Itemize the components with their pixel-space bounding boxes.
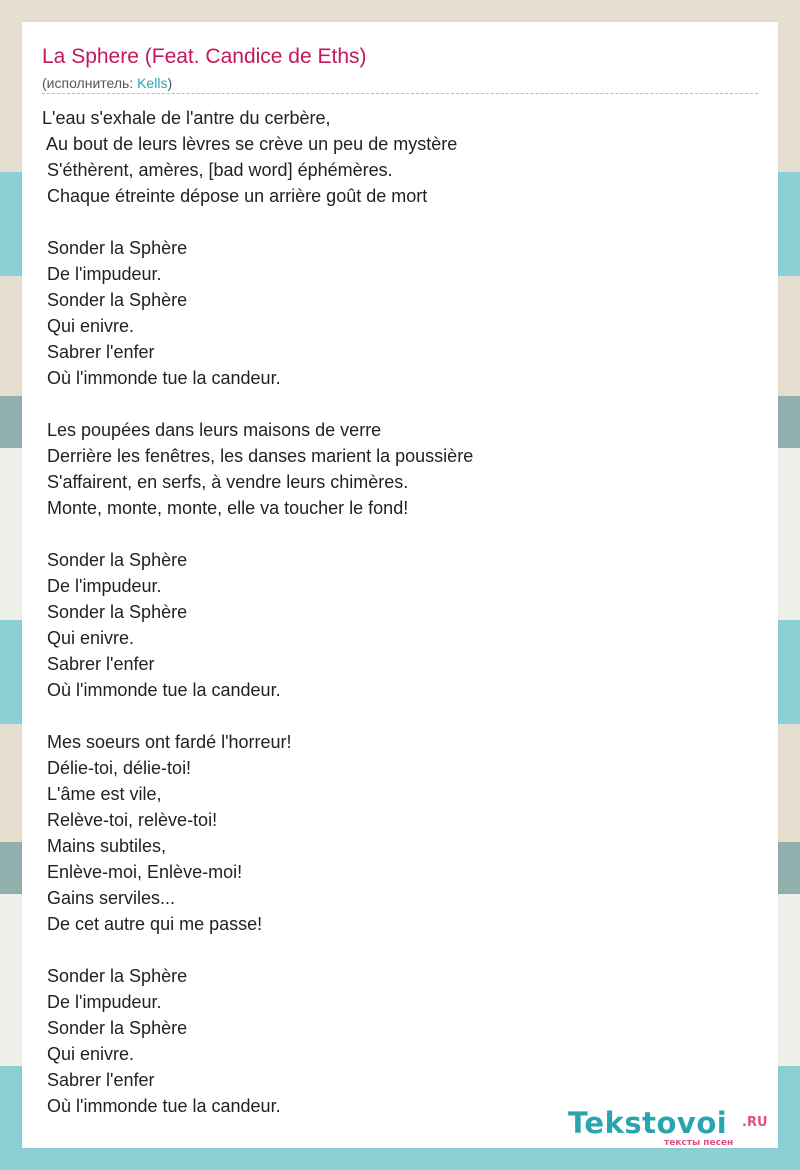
lyrics-card	[22, 22, 778, 1148]
lyrics-line: Mes soeurs ont fardé l'horreur!	[42, 732, 292, 752]
artist-suffix: )	[167, 75, 173, 91]
title-divider	[42, 93, 758, 94]
lyrics-line: De l'impudeur.	[42, 992, 162, 1012]
lyrics-line: Où l'immonde tue la candeur.	[42, 680, 281, 700]
lyrics-line: Monte, monte, monte, elle va toucher le fond!	[42, 498, 409, 518]
lyrics-line: Sonder la Sphère	[42, 1018, 188, 1038]
lyrics-line: Mains subtiles,	[42, 836, 167, 856]
lyrics-line: Sabrer l'enfer	[42, 654, 155, 674]
lyrics-line: Sonder la Sphère	[42, 550, 188, 570]
lyrics-line: Qui enivre.	[42, 628, 135, 648]
lyrics-line: Sonder la Sphère	[42, 238, 188, 258]
logo-tld: .RU	[742, 1115, 768, 1130]
lyrics-line: S'éthèrent, amères, [bad word] éphémères.	[42, 160, 393, 180]
lyrics-line: De cet autre qui me passe!	[42, 914, 263, 934]
lyrics-line: L'âme est vile,	[42, 784, 162, 804]
lyrics-line: Où l'immonde tue la candeur.	[42, 1096, 281, 1116]
lyrics-line: Sonder la Sphère	[42, 290, 188, 310]
lyrics-line: Sonder la Sphère	[42, 602, 188, 622]
lyrics-line: Sabrer l'enfer	[42, 342, 155, 362]
artist-line	[42, 74, 172, 92]
lyrics-line: Chaque étreinte dépose un arrière goût de mort	[42, 186, 428, 206]
lyrics-line: Les poupées dans leurs maisons de verre	[42, 420, 382, 440]
lyrics-line: Enlève-moi, Enlève-moi!	[42, 862, 243, 882]
lyrics-line: Qui enivre.	[42, 1044, 135, 1064]
lyrics-line: Délie-toi, délie-toi!	[42, 758, 192, 778]
logo-wordmark: Tekstovoi	[568, 1106, 728, 1140]
site-logo[interactable]	[568, 1106, 773, 1146]
lyrics-line: Qui enivre.	[42, 316, 135, 336]
lyrics-line: Sabrer l'enfer	[42, 1070, 155, 1090]
logo-tagline: тексты песен	[664, 1138, 734, 1148]
lyrics-line: Gains serviles...	[42, 888, 176, 908]
lyrics-line: Où l'immonde tue la candeur.	[42, 368, 281, 388]
artist-prefix: (исполнитель:	[42, 75, 138, 91]
lyrics-line: S'affairent, en serfs, à vendre leurs chimères.	[42, 472, 409, 492]
lyrics-line: L'eau s'exhale de l'antre du cerbère,	[42, 108, 331, 128]
song-title: La Sphere (Feat. Candice de Eths)	[42, 45, 367, 68]
lyrics-line: Relève-toi, relève-toi!	[42, 810, 218, 830]
lyrics-line: De l'impudeur.	[42, 576, 162, 596]
artist-link[interactable]: Kells	[137, 75, 168, 91]
lyrics-text	[42, 105, 473, 1119]
lyrics-line: Au bout de leurs lèvres se crève un peu de mystère	[42, 134, 458, 154]
lyrics-line: Sonder la Sphère	[42, 966, 188, 986]
lyrics-line: Derrière les fenêtres, les danses marient la poussière	[42, 446, 474, 466]
lyrics-line: De l'impudeur.	[42, 264, 162, 284]
